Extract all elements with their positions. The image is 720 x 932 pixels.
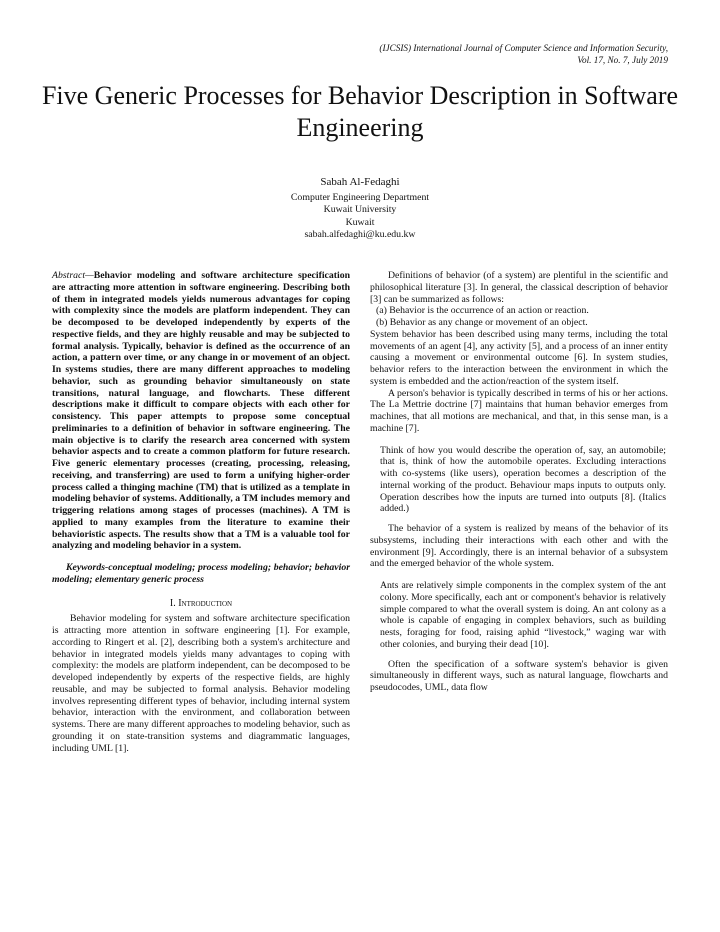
- author-block: [160, 176, 560, 242]
- keywords: Keywords-conceptual modeling; process modeling; behavior; behavior modeling; elementary generic process: [52, 562, 350, 585]
- body-paragraph-system-behavior: System behavior has been described using many terms, including the total movements of an agent [4], any activity [5], and a process of an inner entity causing a movement or environmental outcome [6]. In system studies, behavior refers to the interaction between the environment in which the system is embedded and the action/reaction of the system itself.: [370, 328, 668, 387]
- author-university: Kuwait University: [323, 204, 397, 215]
- journal-header: [248, 42, 668, 66]
- paper-title: Five Generic Processes for Behavior Description in Software Engineering: [41, 81, 679, 142]
- author-department: Computer Engineering Department: [290, 191, 430, 203]
- abstract-text: Behavior modeling and software architecture specification are attracting more attention in software engineering. Describing both of them in integrated models yields numerous advantages for coping with complexity since the models are platform independent. They can be decomposed to be developed independently by experts of the respective fields, and they are highly reusable and may be subjected to formal analysis. Typically, behavior is defined as the occurrence of an action, a pattern over time, or any change in or movement of an object. In systems studies, there are many different approaches to modeling behavior, such as grounding behavior simultaneously on state transitions, natural language, and flowcharts. These different descriptions make it difficult to compare objects with each other for consistency. This paper attempts to propose some conceptual preliminaries to a definition of behavior in software engineering. The main objective is to clarify the research area concerned with system behavior aspects and to create a common platform for future research. Five generic elementary processes (creating, processing, releasing, receiving, and transferring) are used to form a unifying higher-order process called a thinging machine (TM) that is utilized as a template in modeling behavior of systems. Additionally, a TM includes memory and triggering relations among stages of processes (machines). A TM is applied to many examples from the literature to examine their behavioristic aspects. The results show that a TM is a valuable tool for analyzing and modeling behavior in a system.: [52, 270, 350, 552]
- author-email: sabah.alfedaghi@ku.edu.kw: [304, 229, 416, 240]
- block-quote-ants: Ants are relatively simple components in the complex system of the ant colony. More specifically, each ant or component's behavior is relatively simple compared to what the overall system is doing. An ant colony as a whole is capable of engaging in complex behaviors, such as building nests, foraging for food, raising aphid “livestock,” waging war with other colonies, and burying their dead [10].: [380, 580, 666, 650]
- journal-name: (IJCSIS) International Journal of Computer Science and Information Security,: [379, 43, 668, 53]
- body-paragraph-subsystems: The behavior of a system is realized by means of the behavior of its subsystems, including their interactions with each other and with the environment [9]. Accordingly, there is an internal behavior of a subsystem and the emerged behavior of the whole system.: [370, 523, 668, 570]
- abstract: [52, 270, 350, 552]
- author-name: Sabah Al-Fedaghi: [320, 176, 400, 188]
- body-paragraph-definitions: Definitions of behavior (of a system) are plentiful in the scientific and philosophical literature [3]. In general, the classical description of behavior [3] can be summarized as follows:: [370, 270, 668, 305]
- section-heading-introduction: I. Introduction: [169, 597, 233, 609]
- spacer: [370, 651, 668, 659]
- list-item-a: (a) Behavior is the occurrence of an action or reaction.: [376, 305, 589, 317]
- spacer: [370, 515, 668, 523]
- left-column: [52, 270, 350, 754]
- author-country: Kuwait: [345, 216, 375, 228]
- journal-issue: Vol. 17, No. 7, July 2019: [577, 55, 668, 65]
- abstract-lead: Abstract—: [52, 270, 94, 281]
- list-item-b: (b) Behavior as any change or movement of an object.: [376, 317, 588, 328]
- body-paragraph-specification: Often the specification of a software system's behavior is given simultaneously in different ways, such as natural language, flowcharts and pseudocodes, UML, data flow: [370, 658, 668, 693]
- block-quote-automobile: Think of how you would describe the operation of, say, an automobile; that is, think of how the automobile operates. Excluding interactions with co-systems (like users), operation becomes a description of the internal working of the product. Behaviour maps inputs to outputs only. Operation describes how the inputs are turned into outputs [8]. (Italics added.): [380, 444, 666, 515]
- intro-paragraph: Behavior modeling for system and software architecture specification is attracting more attention in software engineering [1]. For example, according to Ringert et al. [2], describing both a system's architecture and behavior in integrated models yields many advantages to coping with complexity: the models are platform independent, can be decomposed to be developed independently by experts of the respective fields, are highly reusable, and may be subjected to formal analysis. Behavior modeling involves representing different types of behavior, including internal system behavior, interaction with the environment, and collaboration between systems. There are many different approaches to modeling behavior, such as grounding it on state-transition systems and diagrammatic languages, including UML [1].: [52, 613, 350, 754]
- right-column: [370, 270, 668, 694]
- body-paragraph-person-behavior: A person's behavior is typically described in terms of his or her actions. The La Mettrie doctrine [7] maintains that human behavior emerges from machines, that all motions are mechanical, and that, in this sense man, is a machine [7].: [370, 387, 668, 434]
